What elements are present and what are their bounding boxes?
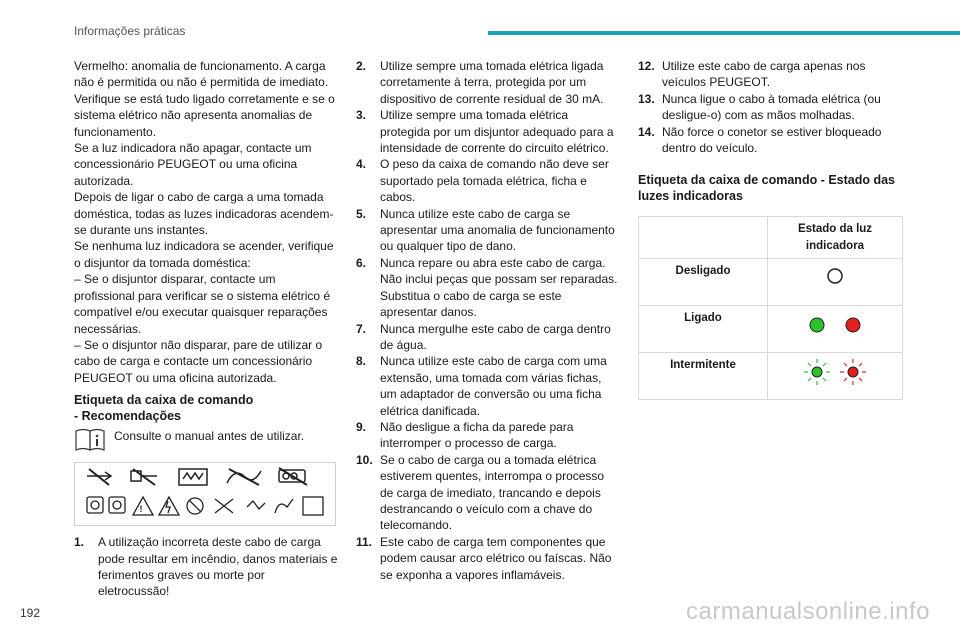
consult-manual-note (74, 428, 339, 452)
recommendations-list (74, 534, 339, 600)
page-header-title: Informações práticas (74, 24, 186, 38)
list-number: 8. (356, 354, 367, 369)
list-text: Nunca mergulhe este cabo de carga dentro de água. (380, 321, 611, 352)
section-heading-recommendations (74, 392, 339, 424)
column-3 (638, 58, 906, 400)
recommendations-list (356, 58, 618, 583)
column-2 (356, 58, 618, 583)
paragraph: – Se o disjuntor disparar, contacte um profissional para verificar se o sistema elétrico é compatível e/ou executar quaisquer reparações necessárias. (74, 272, 331, 336)
header-accent-bar (488, 31, 960, 35)
list-item (356, 255, 618, 321)
table-header-cell: Estado da luz indicadora (768, 217, 903, 259)
list-text: O peso da caixa de comando não deve ser suportado pela tomada elétrica, ficha e cabos. (380, 157, 609, 205)
list-item (356, 156, 618, 205)
heading-line: Etiqueta da caixa de comando (74, 393, 254, 408)
table-cell-led (768, 353, 903, 400)
table-cell-led (768, 259, 903, 306)
list-text: Nunca utilize este cabo de carga com uma extensão, uma tomada com várias fichas, um adaptador de conversão ou uma ficha elétrica danificada. (380, 354, 607, 418)
list-text: Nunca utilize este cabo de carga se apresentar uma anomalia de funcionamento ou qualquer tipo de dano. (380, 206, 615, 254)
list-text: Nunca repare ou abra este cabo de carga. Não inclui peças que possam ser reparadas. Substitua o cabo de carga se este apresentar danos. (380, 255, 618, 320)
table-header-empty (639, 217, 768, 259)
paragraph: Se nenhuma luz indicadora se acender, verifique o disjuntor da tomada doméstica: (74, 239, 334, 270)
list-text: Utilize sempre uma tomada elétrica ligada corretamente à terra, protegida por um dispositivo de corrente residual de 30 mA. (380, 59, 604, 106)
list-text: Utilize sempre uma tomada elétrica protegida por um disjuntor adequado para a intensidade de corrente do circuito elétrico. (380, 108, 614, 156)
recommendations-list (638, 58, 906, 156)
list-item (638, 91, 906, 124)
list-number: 4. (356, 157, 367, 172)
list-text: Nunca ligue o cabo à tomada elétrica (ou desligue-o) com as mãos molhadas. (662, 91, 881, 123)
watermark: carmanualsonline.info (686, 598, 930, 625)
list-text: Não desligue a ficha da parede para interromper o processo de carga. (380, 419, 574, 451)
consult-manual-text: Consulte o manual antes de utilizar. (114, 429, 305, 444)
page-number: 192 (20, 606, 41, 620)
table-header-row (639, 217, 903, 259)
warning-pictograms-icon (75, 463, 337, 527)
list-text: Se o cabo de carga ou a tomada elétrica estiverem quentes, interrompa o processo de carga de imediato, trancando e depois destrancando o veículo com a chave do telecomando. (380, 452, 605, 533)
list-number: 10. (356, 452, 373, 467)
list-text: Este cabo de carga tem componentes que podem causar arco elétrico ou faíscas. Não se exponha a vapores inflamáveis. (380, 534, 612, 582)
list-text: A utilização incorreta deste cabo de carga pode resultar em incêndio, danos materiais e ferimentos graves ou morte por eletrocussão! (98, 535, 338, 599)
table-row (639, 259, 903, 306)
table-cell-label: Intermitente (639, 353, 768, 400)
led-off-icon (805, 263, 865, 289)
list-item (356, 107, 618, 156)
list-item (74, 534, 339, 600)
list-number: 11. (356, 534, 373, 549)
list-item (356, 534, 618, 583)
list-number: 12. (638, 59, 655, 73)
table-cell-label: Ligado (639, 306, 768, 353)
list-number: 14. (638, 124, 655, 139)
list-number: 13. (638, 91, 655, 106)
indicator-status-table (638, 216, 903, 400)
heading-line: - Recomendações (74, 409, 181, 424)
list-item (356, 353, 618, 419)
table-cell-led (768, 306, 903, 353)
paragraph: Se a luz indicadora não apagar, contacte um concessionário PEUGEOT ou uma oficina autorizada. (74, 141, 312, 188)
paragraph: Vermelho: anomalia de funcionamento. A carga não é permitida ou não é permitida de imediato. Verifique se está tudo ligado corretamente e se o sistema elétrico não apresenta anomalias de funcionamento. (74, 59, 335, 139)
section-heading-indicator-status: Etiqueta da caixa de comando - Estado das luzes indicadoras (638, 173, 896, 204)
list-item (356, 206, 618, 255)
table-row (639, 306, 903, 353)
list-number: 3. (356, 108, 367, 123)
list-item (356, 58, 618, 107)
list-number: 6. (356, 255, 367, 270)
list-item (356, 452, 618, 534)
paragraph: – Se o disjuntor não disparar, pare de utilizar o cabo de carga e contacte um concessionário PEUGEOT ou uma oficina autorizada. (74, 337, 323, 385)
warning-pictograms-label (74, 462, 336, 526)
list-item (356, 321, 618, 354)
list-text: Utilize este cabo de carga apenas nos veículos PEUGEOT. (662, 59, 866, 90)
table-row (639, 353, 903, 400)
list-number: 2. (356, 59, 367, 73)
svg-text:!: ! (139, 504, 143, 515)
table-cell-label: Desligado (639, 259, 768, 306)
paragraph: Depois de ligar o cabo de carga a uma tomada doméstica, todas as luzes indicadoras acendem-se durante uns instantes. (74, 190, 334, 238)
list-number: 5. (356, 206, 367, 221)
list-item (638, 58, 906, 91)
led-on-icon (795, 310, 875, 336)
list-number: 9. (356, 419, 367, 434)
list-item (356, 419, 618, 452)
column-1 (74, 58, 339, 600)
list-item (638, 124, 906, 157)
list-number: 1. (74, 535, 85, 550)
list-text: Não force o conetor se estiver bloqueado dentro do veículo. (662, 124, 882, 156)
list-number: 7. (356, 321, 367, 336)
led-blinking-icon (795, 357, 875, 387)
manual-info-icon (74, 428, 108, 452)
